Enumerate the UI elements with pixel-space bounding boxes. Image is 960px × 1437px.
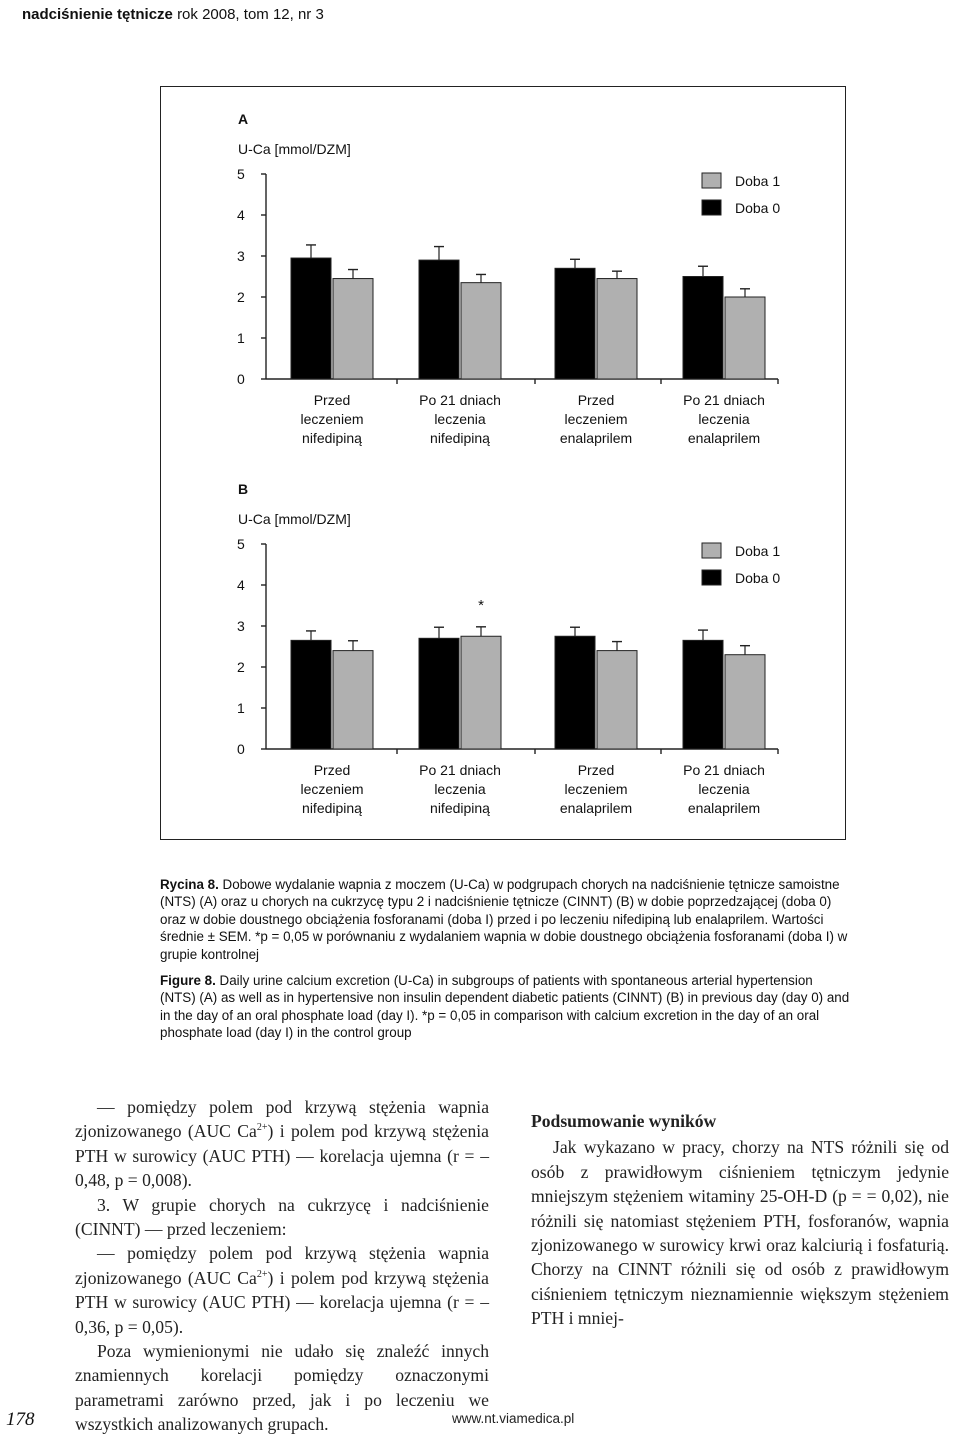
panel-a-category-label: leczenia — [434, 411, 486, 427]
panel-b-y-tick-label: 3 — [237, 618, 245, 634]
caption-pl-text: Dobowe wydalanie wapnia z moczem (U-Ca) w podgrupach chorych na nadciśnienie tętnicze samoistne (NTS) (A) oraz u chorych na cukrzycę typu 2 i nadciśnienie tętnicze (CINNT) (B) w dobie poprzedzającej (doba 0) oraz w dobie doustnego obciążenia fosforanami (doba I) przed i po leczeniu nifedipiną lub enalaprilem. Wartości średnie ± SEM. *p = 0,05 w porównaniu z wydalaniem wapnia w dobie doustnego obciążenia fosforanami (doba I) w grupie kontrolnej — [160, 877, 848, 962]
panel-b-category-label: enalaprilem — [687, 800, 761, 816]
panel-b-category-label: leczenia — [698, 781, 750, 797]
panel-b-y-axis-title: U-Ca [mmol/DZM] — [238, 511, 351, 527]
panel-b-category-label: Po 21 dniach — [683, 762, 765, 778]
panel-a-y-tick-label: 4 — [237, 207, 245, 223]
panel-a-y-tick-label: 1 — [237, 330, 245, 346]
panel-a-category-label: Przed — [313, 392, 351, 408]
panel-b-bar-doba-0 — [291, 640, 331, 749]
panel-a-legend-swatch — [702, 200, 721, 215]
figure-frame — [160, 86, 846, 840]
panel-b-label: B — [238, 481, 249, 497]
panel-b-category-label: nifedipiną — [430, 800, 490, 816]
running-header — [22, 6, 324, 23]
left-paragraph-2: 3. W grupie chorych na cukrzycę i nadciśnienie (CINNT) — przed leczeniem: — [75, 1194, 489, 1240]
panel-a-bar-doba-0 — [555, 268, 595, 379]
caption-english — [160, 972, 850, 1042]
panel-a-y-axis-title: U-Ca [mmol/DZM] — [238, 141, 351, 157]
page-number: 178 — [6, 1409, 35, 1430]
caption-polish — [160, 876, 850, 963]
panel-a-legend-swatch — [702, 173, 721, 188]
panel-b-legend-label: Doba 0 — [735, 570, 781, 586]
panel-a-category-label: nifedipiną — [430, 430, 490, 446]
figure-caption — [160, 876, 850, 1051]
left-p3-text-b: ) i polem pod krzywą stężenia PTH w surowicy (AUC PTH) — korelacja ujemna (r = –0,36, p = 0,05). — [75, 1267, 489, 1337]
footer-url: www.nt.viamedica.pl — [452, 1411, 575, 1426]
panel-b-bar-doba-0 — [683, 640, 723, 749]
panel-b-y-tick-label: 5 — [237, 536, 245, 552]
right-paragraph-1: Jak wykazano w pracy, chorzy na NTS różnili się od osób z prawidłowym ciśnieniem tętniczym jedynie mniejszym stężeniem witaminy 25-OH-D (p = = 0,02), nie różnili się natomiast stężeniem PTH, fosforanów, wapnia zjonizowanego w surowicy krwi oraz kalciurią i fosfaturią. Chorzy na CINNT różnili się od osób z prawidłowym ciśnieniem tętniczym nieznamiennie większym stężeniem PTH i mniej- — [531, 1137, 949, 1329]
caption-en-label: Figure 8. — [160, 973, 216, 989]
panel-a-category-label: leczeniem — [564, 411, 628, 427]
left-paragraph-3 — [75, 1241, 489, 1339]
panel-a-bar-doba-1 — [597, 279, 637, 379]
left-p1-text-b: ) i polem pod krzywą stężenia PTH w surowicy (AUC PTH) — korelacja ujemna (r = –0,48, p = 0,008). — [75, 1121, 489, 1191]
panel-b-bar-doba-1 — [597, 651, 637, 749]
panel-a-bar-doba-1 — [461, 283, 501, 379]
right-column — [531, 1095, 949, 1331]
left-p3-superscript: 2+ — [256, 1268, 268, 1280]
panel-b-category-label: Po 21 dniach — [419, 762, 501, 778]
panel-a-category-label: Przed — [577, 392, 615, 408]
panel-a-bar-doba-1 — [725, 297, 765, 379]
panel-a-bar-doba-0 — [419, 260, 459, 379]
left-p1-text-a: — pomiędzy polem pod krzywą stężenia wapnia zjonizowanego (AUC Ca — [75, 1097, 489, 1142]
left-p3-text-a: — pomiędzy polem pod krzywą stężenia wapnia zjonizowanego (AUC Ca — [75, 1243, 489, 1288]
panel-a-bar-doba-0 — [683, 277, 723, 380]
caption-en-text: Daily urine calcium excretion (U-Ca) in subgroups of patients with spontaneous arterial hypertension (NTS) (A) as well as in hypertensive non insulin dependent diabetic patients (CINNT) (B) in previous day (day 0) and in the day of an oral phosphate load (day I). *p = 0,05 in comparison with calcium excretion in the day of an oral phosphate load (day I) in the control group — [160, 973, 850, 1041]
panel-a-y-tick-label: 0 — [237, 371, 245, 387]
panel-a-category-label: enalaprilem — [559, 430, 633, 446]
panel-b-category-label: leczenia — [434, 781, 486, 797]
panel-a-category-label: Po 21 dniach — [419, 392, 501, 408]
panel-b-y-tick-label: 1 — [237, 700, 245, 716]
panel-a-category-label: nifedipiną — [302, 430, 362, 446]
panel-b-category-label: Przed — [313, 762, 351, 778]
panel-a-category-label: Po 21 dniach — [683, 392, 765, 408]
left-paragraph-1 — [75, 1095, 489, 1193]
panel-b-category-label: nifedipiną — [302, 800, 362, 816]
panel-a-bar-doba-1 — [333, 279, 373, 379]
panel-a-category-label: leczenia — [698, 411, 750, 427]
panel-b-legend-swatch — [702, 543, 721, 558]
panel-b-bar-doba-1 — [725, 655, 765, 749]
panel-b-y-tick-label: 0 — [237, 741, 245, 757]
panel-b-y-tick-label: 2 — [237, 659, 245, 675]
panel-b-y-tick-label: 4 — [237, 577, 245, 593]
panel-a-category-label: enalaprilem — [687, 430, 761, 446]
panel-b-bar-doba-1 — [461, 636, 501, 749]
panel-a-label: A — [238, 111, 249, 127]
left-column — [75, 1095, 489, 1437]
section-heading: Podsumowanie wyników — [531, 1111, 717, 1131]
panel-a-bar-doba-0 — [291, 258, 331, 379]
panel-b-significance-marker: * — [478, 596, 484, 614]
panel-a-y-tick-label: 3 — [237, 248, 245, 264]
panel-a-y-tick-label: 2 — [237, 289, 245, 305]
panel-b-category-label: Przed — [577, 762, 615, 778]
issue-info: rok 2008, tom 12, nr 3 — [177, 6, 324, 23]
panel-a-legend-label: Doba 0 — [735, 200, 781, 216]
panel-b-bar-doba-0 — [555, 636, 595, 749]
journal-name: nadciśnienie tętnicze — [22, 6, 173, 23]
left-p1-superscript: 2+ — [256, 1122, 268, 1134]
panel-b-bar-doba-0 — [419, 638, 459, 749]
panel-b-bar-doba-1 — [333, 651, 373, 749]
panel-a-legend-label: Doba 1 — [735, 173, 781, 189]
panel-b-category-label: enalaprilem — [559, 800, 633, 816]
panel-b-legend-label: Doba 1 — [735, 543, 781, 559]
caption-pl-label: Rycina 8. — [160, 877, 219, 892]
panel-a-y-tick-label: 5 — [237, 166, 245, 182]
panel-b-legend-swatch — [702, 570, 721, 585]
panel-b-category-label: leczeniem — [300, 781, 364, 797]
panel-a-category-label: leczeniem — [300, 411, 364, 427]
panel-b-category-label: leczeniem — [564, 781, 628, 797]
left-paragraph-4: Poza wymienionymi nie udało się znaleźć innych znamiennych korelacji pomiędzy oznaczonymi parametrami zarówno przed, jak i po leczeniu we wszystkich analizowanych grupach. — [75, 1341, 489, 1435]
figure-chart — [161, 87, 845, 839]
